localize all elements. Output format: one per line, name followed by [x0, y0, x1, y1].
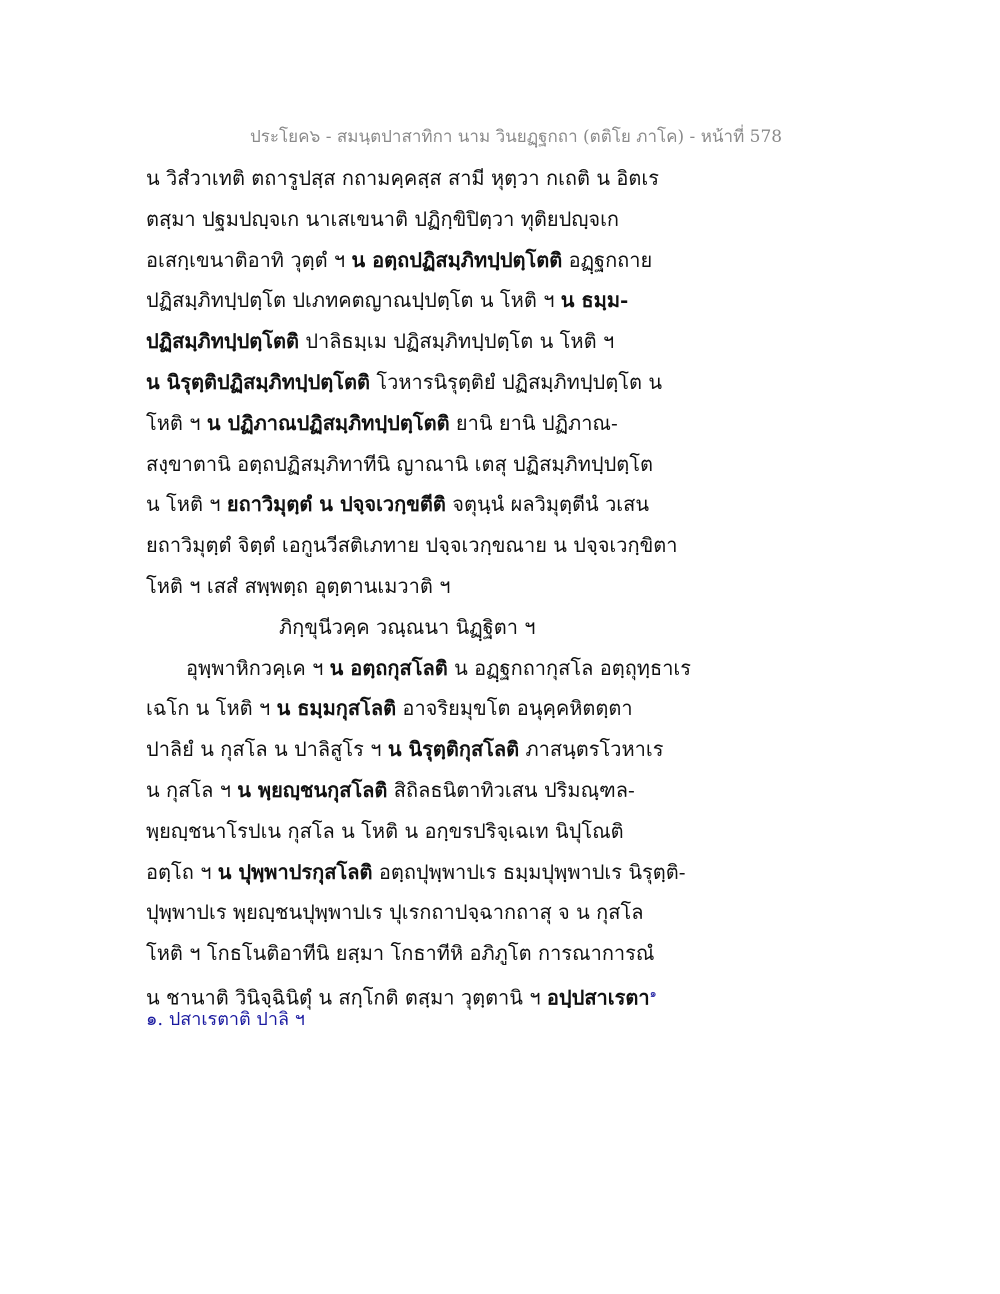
text-run: โหติ ฯ โกธโนติอาทีนิ ยสฺมา โกธาทีหิ อภิภูโต การณาการณํ	[146, 941, 655, 966]
bold-term: น อตฺถปฏิสมฺภิทปฺปตฺโตติ	[351, 247, 563, 272]
bold-term: น ปุพฺพาปรกุสโลติ	[217, 859, 373, 884]
text-line	[146, 852, 716, 893]
text-run: น กุสโล ฯ	[146, 777, 238, 802]
text-line	[146, 933, 716, 974]
bold-term: น นิรุตฺติกุสโลติ	[387, 737, 520, 762]
text-line	[146, 362, 716, 403]
text-run: โหติ ฯ	[146, 410, 207, 435]
text-run: ยถาวิมุตฺตํ จิตฺตํ เอกูนวีสติเภทาย ปจฺจเวกฺขณาย น ปจฺจเวกฺขิตา	[146, 533, 678, 558]
text-run: ปฏิสมฺภิทปฺปตฺโต ปเภทคตญาณปฺปตฺโต น โหติ ฯ	[146, 288, 561, 313]
text-run: สิถิลธนิตาทิวเสน ปริมณฺฑล-	[387, 777, 635, 802]
text-run: น โหติ ฯ	[146, 492, 227, 517]
bold-term: น พฺยญฺชนกุสโลติ	[237, 777, 388, 802]
text-line	[146, 280, 716, 321]
text-line	[146, 811, 716, 852]
bold-term: น ธมฺม-	[560, 288, 629, 313]
text-run: น ชานาติ วินิจฺฉินิตุํ น สกฺโกติ ตสฺมา วุตฺตานิ ฯ	[146, 985, 547, 1010]
text-line	[146, 566, 716, 607]
text-line	[146, 158, 716, 199]
text-run: จตุนฺนํ ผลวิมุตฺตีนํ วเสน	[445, 492, 650, 517]
text-run: ยานิ ยานิ ปฏิภาณ-	[449, 410, 618, 435]
text-line	[146, 770, 716, 811]
text-line	[146, 240, 716, 281]
text-run: ปาลิธมฺเม ปฏิสมฺภิทปฺปตฺโต น โหติ ฯ	[298, 329, 615, 354]
bold-term: อปฺปสาเรตา	[546, 985, 650, 1010]
text-run: อุพฺพาหิกวคฺเค ฯ	[186, 655, 330, 680]
text-run: อเสกฺเขนาติอาทิ วุตฺตํ ฯ	[146, 247, 352, 272]
text-line	[146, 648, 716, 689]
text-run: ปุพฺพาปเร พฺยญฺชนปุพฺพาปเร ปุเรกถาปจฺฉากถาสุ จ น กุสโล	[146, 900, 644, 925]
bold-term: น อตฺถกุสโลติ	[329, 655, 448, 680]
bold-term: น ปฏิภาณปฏิสมฺภิทปฺปตฺโตติ	[206, 410, 450, 435]
text-run: เฉโก น โหติ ฯ	[146, 696, 277, 721]
text-run: อตฺโถ ฯ	[146, 859, 218, 884]
bold-term: น นิรุตฺติปฏิสมฺภิทปฺปตฺโตติ	[146, 369, 371, 394]
text-run: อฏฺฐกถาย	[562, 247, 653, 272]
text-run: ตสฺมา ปฐมปญฺจเก นาเสเขนาติ ปฏิกฺขิปิตฺวา ทุติยปญฺจเก	[146, 206, 620, 231]
text-run: อตฺถปุพฺพาปเร ธมฺมปุพฺพาปเร นิรุตฺติ-	[372, 859, 686, 884]
text-run: ปาลิยํ น กุสโล น ปาลิสูโร ฯ	[146, 737, 388, 762]
footnote: ๑. ปสาเรตาติ ปาลิ ฯ	[146, 1009, 305, 1030]
text-run: อาจริยมุขโต อนุคฺคหิตตฺตา	[396, 696, 633, 721]
text-run: น วิสํวาเทติ ตถารูปสฺส กถามคฺคสฺส สามี หุตฺวา กเถติ น อิตเร	[146, 166, 659, 190]
text-run: ภิกฺขุนีวคฺค วณฺณนา นิฏฺฐิตา ฯ	[279, 614, 536, 639]
text-line	[146, 892, 716, 933]
text-run: พฺยญฺชนาโรปเน กุสโล น โหติ น อกฺขรปริจฺเฉเท นิปุโณติ	[146, 818, 624, 843]
text-line	[146, 607, 716, 648]
text-run: โวหารนิรุตฺติยํ ปฏิสมฺภิทปฺปตฺโต น	[370, 369, 662, 394]
footnote-marker: ๑	[649, 986, 657, 1000]
bold-term: ปฏิสมฺภิทปฺปตฺโตติ	[146, 329, 299, 354]
text-line	[146, 403, 716, 444]
text-line	[146, 321, 716, 362]
text-line	[146, 688, 716, 729]
text-line	[146, 525, 716, 566]
text-line	[146, 199, 716, 240]
page-header: ประโยค๖ - สมนฺตปาสาทิกา นาม วินยฏฺฐกถา (ตติโย ภาโค) - หน้าที่ 578	[250, 127, 783, 147]
text-run: โหติ ฯ เสสํ สพฺพตฺถ อุตฺตานเมวาติ ฯ	[146, 573, 451, 598]
bold-term: ยถาวิมุตฺตํ น ปจฺจเวกฺขตีติ	[226, 492, 446, 517]
body-text	[146, 158, 716, 1015]
text-line	[146, 729, 716, 770]
text-run: น อฏฺฐกถากุสโล อตฺถุทฺธาเร	[447, 655, 692, 680]
text-run: สงฺขาตานิ อตฺถปฏิสมฺภิทาทีนิ ญาณานิ เตสุ ปฏิสมฺภิทปฺปตฺโต	[146, 451, 654, 476]
text-run: ภาสนฺตรโวหาเร	[519, 737, 664, 762]
text-line	[146, 444, 716, 485]
bold-term: น ธมฺมกุสโลติ	[276, 696, 397, 721]
text-line	[146, 484, 716, 525]
